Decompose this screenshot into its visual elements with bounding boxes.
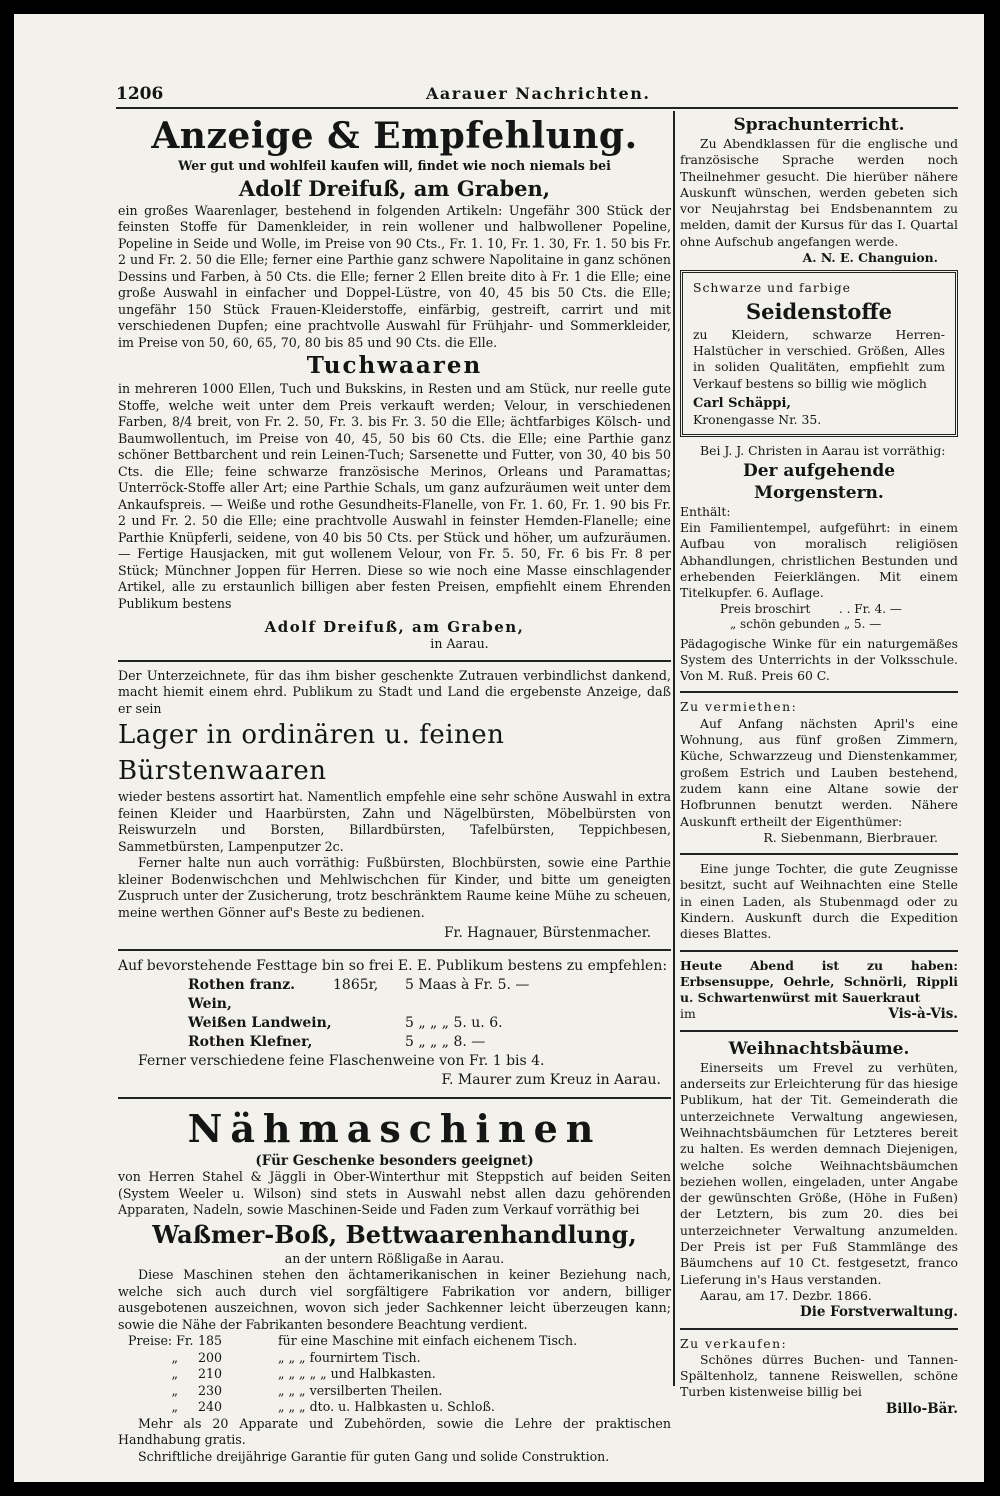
ad-body: Pädagogische Winke für ein naturgemäßes System des Unterrichts in der Volksschule. Von M. Ruß. Preis 60 C.	[680, 635, 958, 684]
ad-signature: F. Maurer zum Kreuz in Aarau.	[441, 1071, 661, 1088]
ad-signature: Billo-Bär.	[885, 1400, 958, 1417]
ad-divider	[118, 949, 671, 951]
ad-signature: Adolf Dreifuß, am Graben,	[264, 618, 525, 636]
ad-intro: Bei J. J. Christen in Aarau ist vorräthig:	[700, 443, 946, 459]
ad-title: Anzeige & Empfehlung.	[151, 115, 638, 157]
wine-row: Weißen Landwein, 5 „ „ „ 5. u. 6.	[188, 1014, 503, 1031]
ad-title: Nähmaschinen	[187, 1105, 602, 1151]
ad-body: von Herren Stahel & Jäggli in Ober-Winterthur mit Steppstich auf beiden Seiten (System Weeler u. Wilson) sind stets in Auswahl nebst allen dazu gehörenden Apparaten, Nadeln, sowie Maschinen-Seide und Faden zum Verkauf vorräthig bei	[118, 1169, 671, 1217]
ad-hagnauer	[118, 668, 671, 942]
ad-subtitle: (Für Geschenke besonders geeignet)	[255, 1152, 534, 1169]
ad-signature: Carl Schäppi,	[693, 395, 791, 411]
merchant-location: an der untern Rößligaße in Aarau.	[284, 1250, 505, 1266]
merchant-name: Waßmer-Boß, Bettwaarenhandlung,	[152, 1219, 637, 1249]
ad-body: in mehreren 1000 Ellen, Tuch und Bukskins, in Resten und am Stück, nur reelle gute Stoffe, welche weit unter dem Preis verkauft werden; Velour, in verschiedenen Farben, 8/4 breit, von Fr. 2. 50, Fr. 3. bis Fr. 3. 50 die Elle; ächtfarbiges Kölsch- und Baumwollentuch, im Preise von 40, 45, 50 bis 60 Cts. die Elle; eine Parthie ganz schöner Bettbarchent und rein Leinen-Tuch; Sarsenette und Futter, von 30, 40 bis 50 Cts. die Elle; feine schwarze französische Merinos, Orleans und Paramattas; Unterröck-Stoffe aller Art; eine Parthie Schals, um ganz aufzuräumen weit unter dem Ankaufspreis. — Weiße und rothe Gesundheits-Flanelle, von Fr. 1. 60, Fr. 1. 90 bis Fr. 2 und Fr. 2. 50 die Elle; eine prachtvolle Auswahl in feinster Hemden-Flanelle; eine Parthie Knüpferli, seidene, von 40 bis 50 Cts. per Stück und höher, um aufzuräumen. — Fertige Hausjacken, mit gut wollenem Velour, von Fr. 5. 50, Fr. 6 bis Fr. 8 per Stück; Münchner Joppen für Herren. Diese so wie noch eine Masse einschlagender Artikel, alle zu erstaunlich billigen aber festen Preisen, empfiehlt einem Ehrenden Publikum bestens	[118, 381, 671, 611]
ad-signature: Vis-à-Vis.	[888, 1006, 958, 1023]
ad-naehmaschinen	[118, 1105, 671, 1466]
ad-weihnachtsbaeume	[680, 1038, 958, 1321]
ad-vis-a-vis	[680, 958, 958, 1023]
ad-title: Zu verkaufen:	[680, 1335, 788, 1351]
right-column	[680, 114, 958, 1417]
ad-signature: R. Siebenmann, Bierbrauer.	[763, 829, 938, 845]
ad-body: zu Kleidern, schwarze Herren-Halstücher in verschied. Größen, Alles in soliden Qualitäten, empfiehlt zum Verkauf bestens so billig wie möglich	[693, 326, 945, 391]
price-row: „ 240 „ „ „ dto. u. Halbkasten u. Schloß.	[171, 1399, 495, 1414]
ad-title: Zu vermiethen:	[680, 699, 798, 715]
price-row: „ schön gebunden „ 5. —	[730, 617, 882, 632]
wine-row: Rothen Klefner, 5 „ „ „ 8. —	[188, 1033, 486, 1050]
ad-dreifuss	[118, 114, 671, 653]
ad-intro: Auf bevorstehende Festtage bin so frei E. E. Publikum bestens zu empfehlen:	[118, 957, 668, 974]
price-row: Preise: Fr. 185 für eine Maschine mit einfach eichenem Tisch.	[128, 1333, 578, 1348]
price-row: „ 200 „ „ „ fournirtem Tisch.	[171, 1349, 421, 1365]
ad-divider	[118, 660, 671, 662]
ad-contains: Enthält:	[680, 503, 731, 519]
ad-intro: Der Unterzeichnete, für das ihm bisher geschenkte Zutrauen verbindlichst dankend, macht hiemit einem ehrd. Publikum zu Stadt und Land die ergebenste Anzeige, daß er sein	[118, 667, 671, 716]
ad-title: Sprachunterricht.	[733, 115, 905, 135]
ad-body: wieder bestens assortirt hat. Namentlich empfehle eine sehr schöne Auswahl in extra feinen Kleider und Haarbürsten, Zahn und Nägelbürsten, Möbelbürsten von Reiswurzeln und Borsten, Billardbürsten, Tafelbürsten, Teppichbesen, Sammetbürsten, Lampenputzer 2c.	[118, 789, 671, 854]
ad-divider	[680, 691, 958, 693]
price-row: „ 230 „ „ „ versilberten Theilen.	[171, 1382, 443, 1398]
left-column	[118, 114, 671, 1465]
ad-address: Kronengasse Nr. 35.	[693, 412, 822, 428]
ad-body: Einerseits um Frevel zu verhüten, anderseits zur Erleichterung für das hiesige Publikum, hat der Tit. Gemeinderath die unterzeichnete Verwaltung angewiesen, Weihnachtsbäumchen für Letzteres bereit zu halten. Es werden demnach Diejenigen, welche solche Weihnachtsbäumchen beziehen wollen, eingeladen, unter Angabe der gewünschten Größe, (Höhe in Fußen) der Letztern, bis zum 20. dies bei unterzeichneter Verwaltung anzumelden. Der Preis ist per Fuß Stammlänge des Bäumchens auf 10 Ct. festgesetzt, franco Lieferung in's Haus verstanden.	[680, 1059, 958, 1287]
ad-body: Schönes dürres Buchen- und Tannen-Spältenholz, tannene Reiswellen, schöne Turben kistenweise billig bei	[680, 1351, 958, 1400]
ad-pretitle: Schwarze und farbige	[693, 280, 852, 296]
ad-title: Seidenstoffe	[746, 298, 892, 324]
header-rule	[116, 107, 958, 109]
ad-divider	[118, 1097, 671, 1099]
ad-intro: Wer gut und wohlfeil kaufen will, findet wie noch niemals bei	[178, 158, 611, 173]
ad-body: Ferner verschiedene feine Flaschenweine von Fr. 1 bis 4.	[138, 1052, 545, 1069]
ad-maurer	[118, 957, 671, 1090]
ad-divider	[680, 1328, 958, 1330]
ad-signature: Fr. Hagnauer, Bürstenmacher.	[444, 925, 651, 941]
ad-tochter	[680, 861, 958, 942]
ad-body: Mehr als 20 Apparate und Zubehörden, sowie die Lehre der praktischen Handhabung gratis.	[118, 1415, 671, 1447]
wine-row: Rothen franz. Wein, 1865r, 5 Maas à Fr. 5. —	[188, 976, 530, 1012]
ad-seidenstoffe	[680, 270, 958, 437]
newspaper-page	[14, 14, 984, 1482]
ad-place: im	[680, 1006, 696, 1022]
column-divider	[673, 111, 675, 1386]
ad-signature: A. N. E. Changuion.	[802, 250, 938, 266]
ad-body: Auf Anfang nächsten April's eine Wohnung, aus fünf großen Zimmern, Küche, Schwarzzeug und Dienstenkammer, großem Estrich und Lauben bestehend, zudem kann eine Altane sowie der Hofbrunnen benutzt werden. Nähere Auskunft ertheilt der Eigenthümer:	[680, 715, 958, 829]
ad-verkaufen	[680, 1336, 958, 1417]
ad-sprachunterricht	[680, 114, 958, 266]
ad-body: ein großes Waarenlager, bestehend in folgenden Artikeln: Ungefähr 300 Stück der feinsten Stoffe für Damenkleider, in rein wollener und halbwollener Popeline, Popeline in Seide und Wolle, im Preise von 90 Cts., Fr. 1. 10, Fr. 1. 30, Fr. 1. 50 bis Fr. 2 und Fr. 2. 50 die Elle; ferner eine Parthie ganz schwere Napolitaine in ganz schönen Dessins und Farben, à 50 Cts. die Elle; ferner 2 Ellen breite dito à Fr. 1 die Elle; eine große Auswahl in einfacher und Doppel-Lüstre, von 40, 45 bis 50 Cts. die Elle; ungefähr 150 Stück Frauen-Kleiderstoffe, einfärbig, gestreift, carrirt und mit verschiedenen Dupfen; eine prachtvolle Auswahl für Frühjahr- und Sommerkleider, im Preise von 50, 60, 65, 70, 80 bis 85 und 90 Cts. die Elle.	[118, 202, 671, 350]
ad-body: Schriftliche dreijährige Garantie für guten Gang und solide Construktion.	[138, 1448, 610, 1464]
ad-signature: Die Forstverwaltung.	[800, 1304, 958, 1321]
ad-body: Zu Abendklassen für die englische und französische Sprache werden noch Theilnehmer gesucht. Die hierüber nähere Auskunft wünschen, werden gebeten sich vor Neujahrstag bei Endsbenanntem zu melden, damit der Kursus für das I. Quartal ohne Aufschub angefangen werde.	[680, 136, 958, 249]
ad-body: Ein Familientempel, aufgeführt: in einem Aufbau von moralisch religiösen Abhandlungen, christlichen Bestunden und erhebenden Feierklängen. Mit einem Titelkupfer. 6. Auflage.	[680, 520, 958, 601]
ad-divider	[680, 950, 958, 952]
ad-body: Heute Abend ist zu haben: Erbsensuppe, Oehrle, Schnörli, Rippli u. Schwartenwürst mit Sauerkraut	[680, 957, 958, 1006]
ad-body: Eine junge Tochter, die gute Zeugnisse besitzt, sucht auf Weihnachten eine Stelle in einen Laden, als Stubenmagd oder zu Kindern. Auskunft durch die Expedition dieses Blattes.	[680, 861, 958, 942]
ad-title: Lager in ordinären u. feinen Bürstenwaaren	[118, 720, 505, 786]
ad-body: Ferner halte nun auch vorräthig: Fußbürsten, Blochbürsten, sowie eine Parthie kleiner Bodenwischchen und Mehlwischchen für Kinder, und bitte um geneigten Zuspruch unter der Zusicherung, trotz beschränktem Raume keine Mühe zu scheuen, meine werthen Gönner auf's Beste zu bedienen.	[118, 855, 671, 920]
ad-vermiethen	[680, 699, 958, 846]
ad-title: Weihnachtsbäume.	[728, 1038, 910, 1059]
page-number: 1206	[116, 84, 164, 104]
ad-date: Aarau, am 17. Dezbr. 1866.	[700, 1287, 872, 1303]
newspaper-title: Aarauer Nachrichten.	[426, 84, 651, 103]
ad-body: Diese Maschinen stehen den ächtamerikanischen in keiner Beziehung nach, welche sich auch durch viel sorgfältigere Fabrikation vor andern, billiger ausgebotenen auszeichnen, wovon sich jeder Sachkenner leicht überzeugen kann; sowie die Nähe der Fabrikanten besondere Beachtung verdient.	[118, 1267, 671, 1332]
ad-title: Der aufgehende Morgenstern.	[742, 460, 896, 503]
price-row: Preis broschirt . . Fr. 4. —	[720, 601, 902, 616]
ad-divider	[680, 1030, 958, 1032]
ad-christen	[680, 443, 958, 684]
ad-subtitle: Tuchwaaren	[306, 352, 483, 379]
merchant-name: Adolf Dreifuß, am Graben,	[238, 175, 551, 201]
price-row: „ 210 „ „ „ „ „ und Halbkasten.	[171, 1366, 436, 1381]
ad-divider	[680, 853, 958, 855]
ad-location: in Aarau.	[430, 636, 489, 651]
